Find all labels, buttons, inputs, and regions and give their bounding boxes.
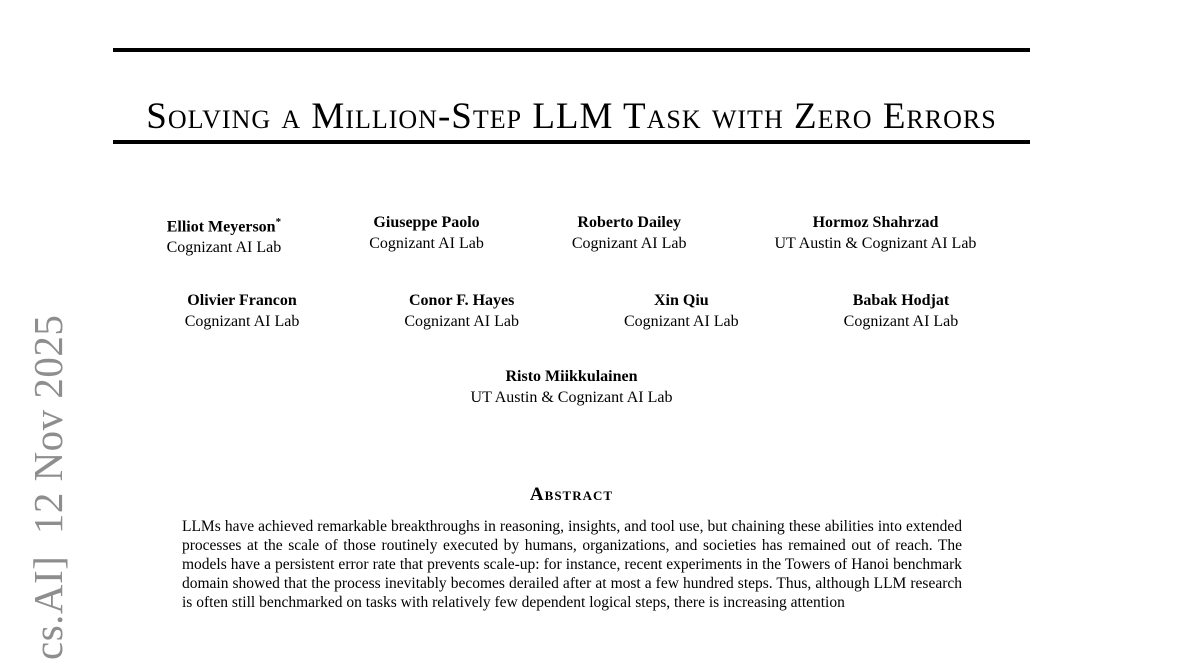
title-rule-bottom: [113, 140, 1030, 144]
author-name: Roberto Dailey: [577, 214, 681, 231]
author-block: [775, 212, 977, 258]
author-name: Conor F. Hayes: [409, 292, 515, 309]
paper-title: Solving a Million-Step LLM Task with Zero Errors: [146, 95, 997, 137]
title-rule-top: [113, 48, 1030, 52]
author-block: [185, 290, 300, 332]
author-name: Xin Qiu: [653, 292, 709, 309]
arxiv-watermark: cs.AI] 12 Nov 2025: [25, 314, 71, 660]
abstract-heading: Abstract: [529, 484, 614, 505]
author-affiliation: Cognizant AI Lab: [571, 235, 687, 252]
author-affiliation: Cognizant AI Lab: [369, 235, 484, 252]
author-affiliation: Cognizant AI Lab: [184, 313, 300, 330]
author-block: [167, 212, 282, 258]
author-name: Giuseppe Paolo: [373, 214, 480, 231]
author-block: [369, 212, 484, 258]
authors-row-3: [113, 366, 1030, 408]
author-name: Olivier Francon: [187, 292, 297, 309]
author-name: Hormoz Shahrzad: [812, 214, 939, 231]
author-block: [624, 290, 739, 332]
author-name: [167, 212, 282, 237]
author-name-text: Elliot Meyerson: [166, 218, 276, 236]
author-affiliation: Cognizant AI Lab: [624, 313, 739, 330]
author-footnote-marker: *: [275, 216, 282, 228]
author-block: [404, 290, 519, 332]
author-block: [572, 212, 687, 258]
author-block: [471, 366, 673, 408]
author-name: Risto Miikkulainen: [505, 368, 638, 385]
author-block: [844, 290, 959, 332]
author-affiliation: Cognizant AI Lab: [166, 239, 282, 257]
author-affiliation: Cognizant AI Lab: [843, 313, 959, 330]
authors-row-2: [113, 290, 1030, 332]
author-affiliation: UT Austin & Cognizant AI Lab: [774, 235, 977, 252]
author-affiliation: UT Austin & Cognizant AI Lab: [470, 389, 673, 406]
authors-row-1: [113, 212, 1030, 258]
author-name: Babak Hodjat: [852, 292, 950, 309]
abstract-text: LLMs have achieved remarkable breakthroughs in reasoning, insights, and tool use, but chaining these abilities into extended processes at the scale of those routinely executed by humans, organizations, and societies has remained out of reach. The models have a persistent error rate that prevents scale-up: for instance, recent experiments in the Towers of Hanoi benchmark domain showed that the process inevitably becomes derailed after at most a few hundred steps. Thus, although LLM research is often still benchmarked on tasks with relatively few dependent logical steps, there is increasing attention: [182, 518, 962, 611]
author-affiliation: Cognizant AI Lab: [404, 313, 519, 330]
